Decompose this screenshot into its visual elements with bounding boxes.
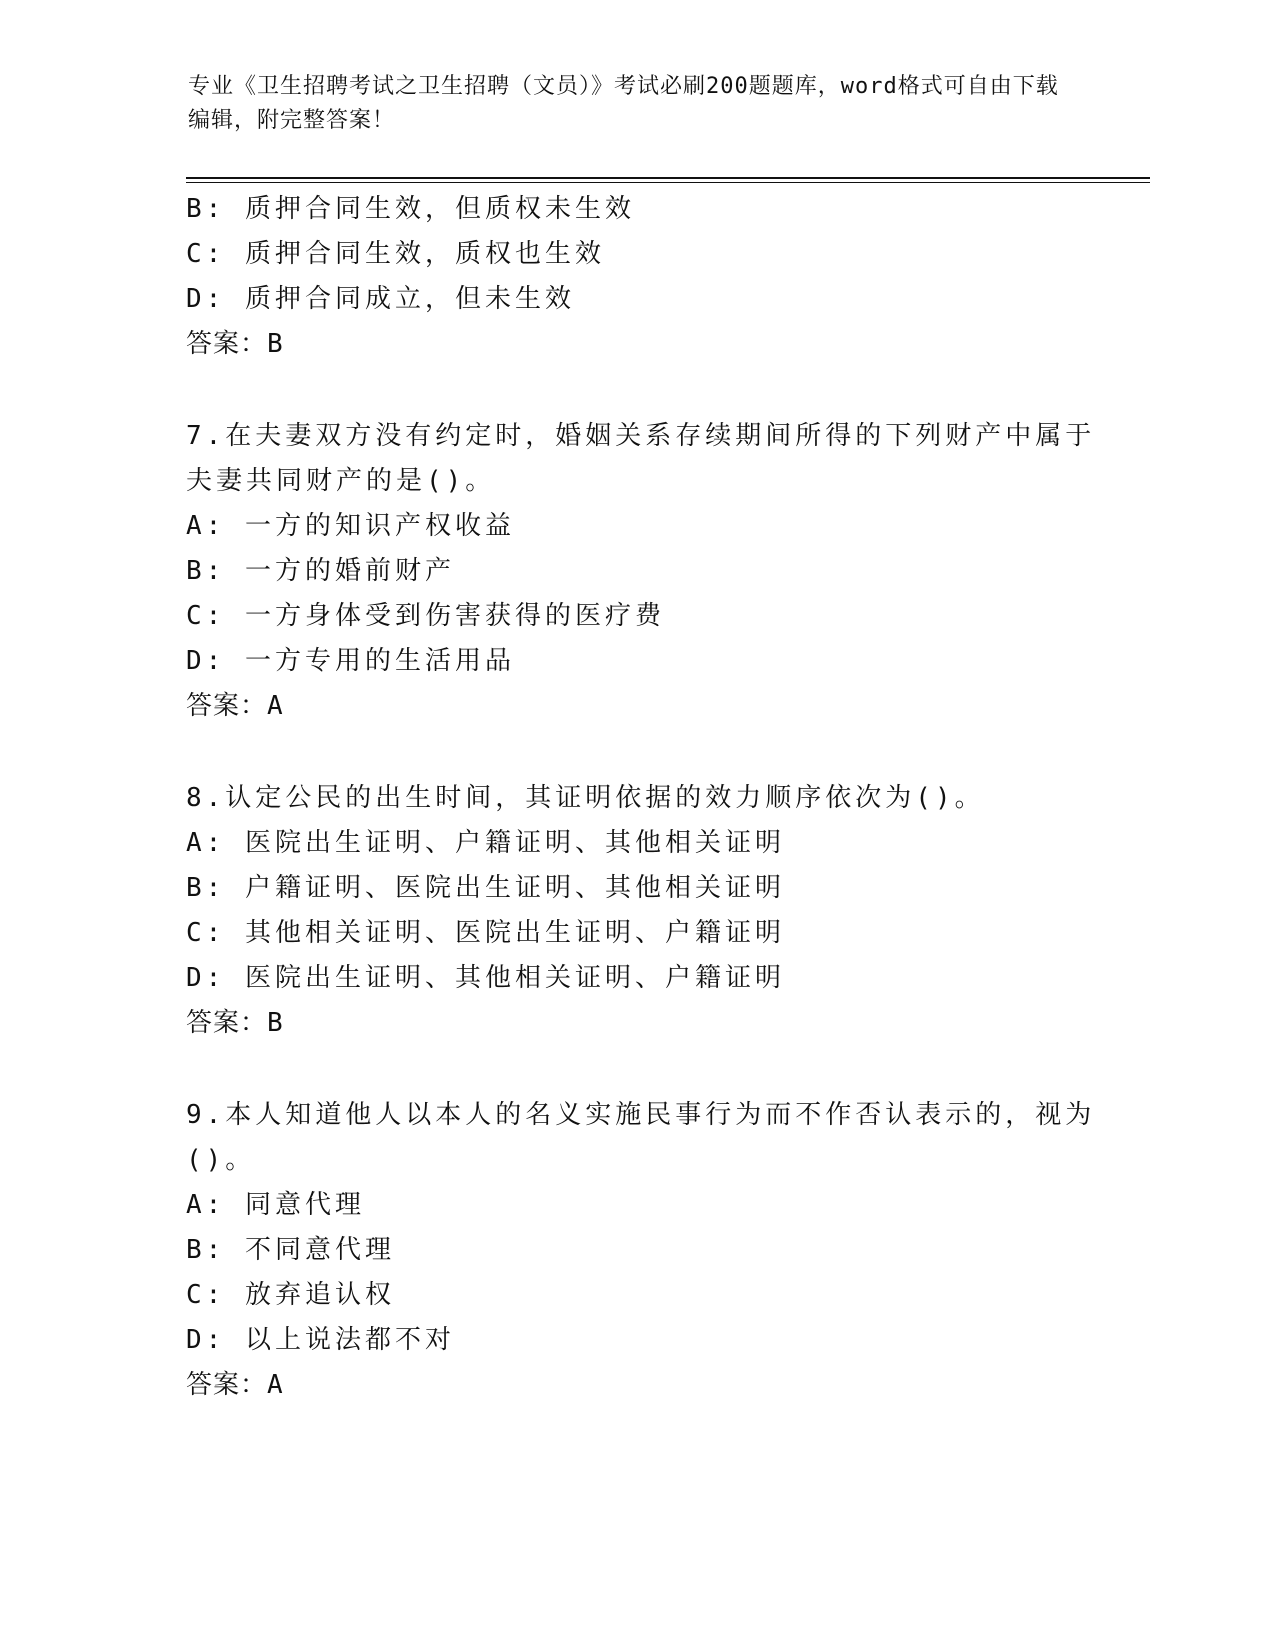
answer-value: B bbox=[267, 329, 284, 359]
question-stem: 8.认定公民的出生时间，其证明依据的效力顺序依次为()。 bbox=[186, 783, 985, 813]
option: A: 一方的知识产权收益 bbox=[186, 511, 515, 541]
question-list bbox=[186, 187, 1096, 1408]
question-stem-continued: 夫妻共同财产的是()。 bbox=[186, 466, 496, 496]
answer-line bbox=[186, 684, 1086, 729]
question-stem-continued: ()。 bbox=[186, 1145, 256, 1175]
question-stem: 9.本人知道他人以本人的名义实施民事行为而不作否认表示的，视为 bbox=[186, 1100, 1096, 1130]
option: C: 其他相关证明、医院出生证明、户籍证明 bbox=[186, 918, 785, 948]
question-stem: 7.在夫妻双方没有约定时，婚姻关系存续期间所得的下列财产中属于 bbox=[186, 421, 1096, 451]
header-rule-thick bbox=[186, 177, 1150, 179]
answer-value: A bbox=[267, 1370, 284, 1400]
question-item bbox=[186, 414, 1096, 729]
option: C: 放弃追认权 bbox=[186, 1280, 395, 1310]
option: B: 一方的婚前财产 bbox=[186, 556, 455, 586]
question-item bbox=[186, 776, 1086, 1046]
answer-label: 答案： bbox=[186, 329, 268, 359]
option: D: 一方专用的生活用品 bbox=[186, 646, 515, 676]
answer-label: 答案： bbox=[186, 691, 268, 721]
answer-label: 答案： bbox=[186, 1008, 268, 1038]
question-item bbox=[186, 1093, 1096, 1408]
option: D: 以上说法都不对 bbox=[186, 1325, 455, 1355]
header-rule-thin bbox=[186, 182, 1150, 183]
option: C: 一方身体受到伤害获得的医疗费 bbox=[186, 601, 665, 631]
answer-label: 答案： bbox=[186, 1370, 268, 1400]
answer-line bbox=[186, 1001, 1086, 1046]
question-fragment bbox=[186, 187, 1086, 367]
answer-line bbox=[186, 1363, 1086, 1408]
option: C: 质押合同生效，质权也生效 bbox=[186, 239, 605, 269]
option: B: 质押合同生效，但质权未生效 bbox=[186, 194, 635, 224]
answer-value: B bbox=[267, 1008, 284, 1038]
option: B: 不同意代理 bbox=[186, 1235, 395, 1265]
answer-line bbox=[186, 322, 1086, 367]
answer-value: A bbox=[267, 691, 284, 721]
option: B: 户籍证明、医院出生证明、其他相关证明 bbox=[186, 873, 785, 903]
option: D: 质押合同成立，但未生效 bbox=[186, 284, 575, 314]
page-header: 专业《卫生招聘考试之卫生招聘（文员）》考试必刷200题题库，word格式可自由下载编辑，附完整答案！ bbox=[188, 74, 1059, 133]
option: A: 医院出生证明、户籍证明、其他相关证明 bbox=[186, 828, 785, 858]
option: A: 同意代理 bbox=[186, 1190, 365, 1220]
option: D: 医院出生证明、其他相关证明、户籍证明 bbox=[186, 963, 785, 993]
